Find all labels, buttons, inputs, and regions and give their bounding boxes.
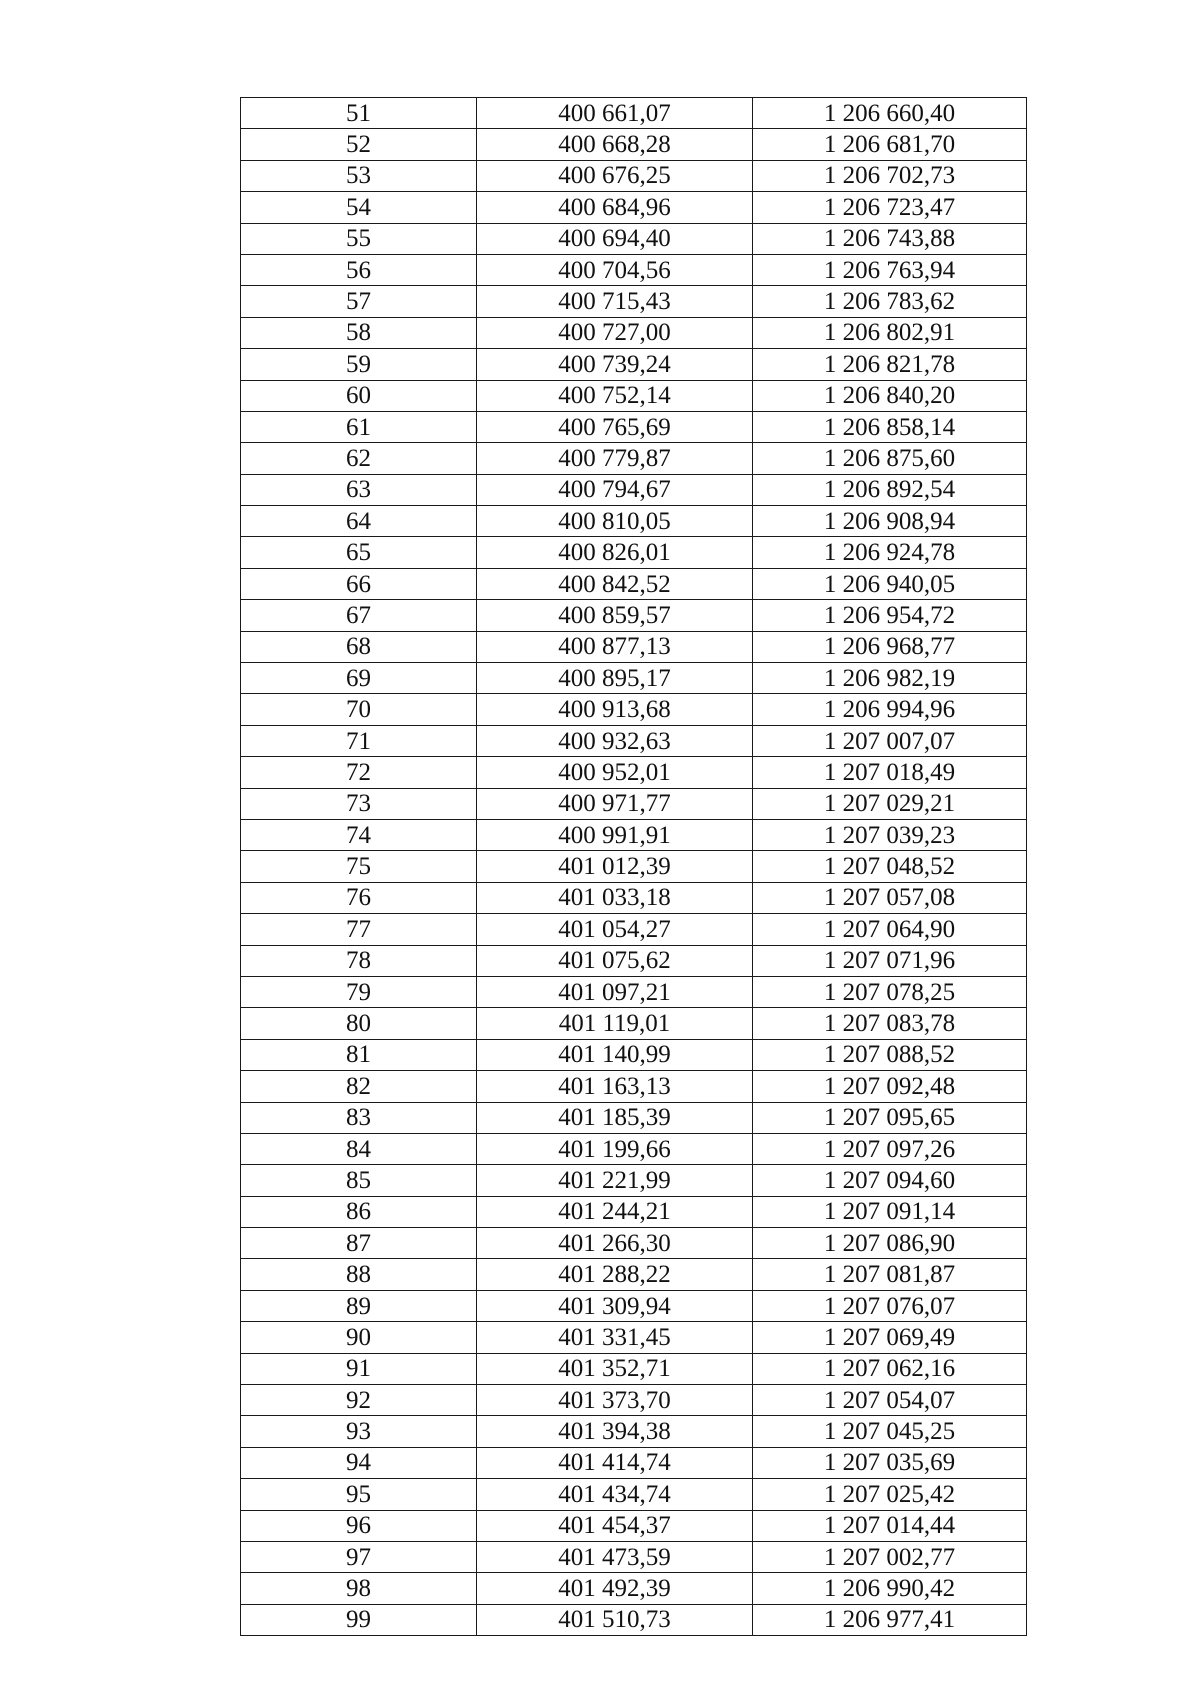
y-coordinate-cell: 1 207 057,08 <box>753 882 1027 913</box>
x-coordinate-cell: 401 140,99 <box>477 1039 753 1070</box>
table-row <box>241 1604 1027 1635</box>
point-number-cell: 53 <box>241 160 477 191</box>
y-coordinate-cell: 1 207 076,07 <box>753 1290 1027 1321</box>
point-number-cell: 77 <box>241 914 477 945</box>
table-row <box>241 1071 1027 1102</box>
point-number-cell: 96 <box>241 1510 477 1541</box>
x-coordinate-cell: 401 414,74 <box>477 1447 753 1478</box>
y-coordinate-cell: 1 206 802,91 <box>753 317 1027 348</box>
y-coordinate-cell: 1 206 954,72 <box>753 600 1027 631</box>
point-number-cell: 56 <box>241 254 477 285</box>
x-coordinate-cell: 401 097,21 <box>477 976 753 1007</box>
table-row <box>241 725 1027 756</box>
x-coordinate-cell: 401 163,13 <box>477 1071 753 1102</box>
y-coordinate-cell: 1 207 054,07 <box>753 1385 1027 1416</box>
y-coordinate-cell: 1 207 064,90 <box>753 914 1027 945</box>
point-number-cell: 52 <box>241 129 477 160</box>
x-coordinate-cell: 401 473,59 <box>477 1541 753 1572</box>
table-row <box>241 1322 1027 1353</box>
table-row <box>241 1039 1027 1070</box>
point-number-cell: 80 <box>241 1008 477 1039</box>
x-coordinate-cell: 401 199,66 <box>477 1133 753 1164</box>
table-row <box>241 945 1027 976</box>
point-number-cell: 90 <box>241 1322 477 1353</box>
table-row <box>241 1541 1027 1572</box>
point-number-cell: 74 <box>241 819 477 850</box>
y-coordinate-cell: 1 206 702,73 <box>753 160 1027 191</box>
x-coordinate-cell: 401 266,30 <box>477 1228 753 1259</box>
x-coordinate-cell: 400 895,17 <box>477 663 753 694</box>
x-coordinate-cell: 401 185,39 <box>477 1102 753 1133</box>
table-row <box>241 1196 1027 1227</box>
y-coordinate-cell: 1 206 994,96 <box>753 694 1027 725</box>
y-coordinate-cell: 1 207 062,16 <box>753 1353 1027 1384</box>
table-row <box>241 819 1027 850</box>
table-row <box>241 631 1027 662</box>
x-coordinate-cell: 400 826,01 <box>477 537 753 568</box>
table-row <box>241 443 1027 474</box>
x-coordinate-cell: 400 794,67 <box>477 474 753 505</box>
point-number-cell: 81 <box>241 1039 477 1070</box>
x-coordinate-cell: 401 434,74 <box>477 1479 753 1510</box>
table-row <box>241 568 1027 599</box>
y-coordinate-cell: 1 207 014,44 <box>753 1510 1027 1541</box>
x-coordinate-cell: 401 221,99 <box>477 1165 753 1196</box>
coordinates-table-body <box>241 98 1027 1636</box>
y-coordinate-cell: 1 206 908,94 <box>753 506 1027 537</box>
point-number-cell: 57 <box>241 286 477 317</box>
x-coordinate-cell: 400 932,63 <box>477 725 753 756</box>
y-coordinate-cell: 1 207 018,49 <box>753 757 1027 788</box>
y-coordinate-cell: 1 207 002,77 <box>753 1541 1027 1572</box>
table-row <box>241 254 1027 285</box>
x-coordinate-cell: 400 913,68 <box>477 694 753 725</box>
table-row <box>241 349 1027 380</box>
point-number-cell: 75 <box>241 851 477 882</box>
point-number-cell: 93 <box>241 1416 477 1447</box>
y-coordinate-cell: 1 206 660,40 <box>753 98 1027 129</box>
table-row <box>241 694 1027 725</box>
table-row <box>241 1228 1027 1259</box>
point-number-cell: 70 <box>241 694 477 725</box>
table-row <box>241 537 1027 568</box>
table-row <box>241 757 1027 788</box>
y-coordinate-cell: 1 206 821,78 <box>753 349 1027 380</box>
x-coordinate-cell: 401 373,70 <box>477 1385 753 1416</box>
y-coordinate-cell: 1 207 081,87 <box>753 1259 1027 1290</box>
point-number-cell: 58 <box>241 317 477 348</box>
point-number-cell: 60 <box>241 380 477 411</box>
table-row <box>241 976 1027 1007</box>
y-coordinate-cell: 1 207 095,65 <box>753 1102 1027 1133</box>
y-coordinate-cell: 1 207 039,23 <box>753 819 1027 850</box>
table-row <box>241 317 1027 348</box>
point-number-cell: 92 <box>241 1385 477 1416</box>
table-row <box>241 1416 1027 1447</box>
table-row <box>241 1133 1027 1164</box>
x-coordinate-cell: 400 765,69 <box>477 411 753 442</box>
y-coordinate-cell: 1 207 083,78 <box>753 1008 1027 1039</box>
x-coordinate-cell: 401 510,73 <box>477 1604 753 1635</box>
y-coordinate-cell: 1 206 840,20 <box>753 380 1027 411</box>
point-number-cell: 51 <box>241 98 477 129</box>
x-coordinate-cell: 401 454,37 <box>477 1510 753 1541</box>
table-row <box>241 788 1027 819</box>
point-number-cell: 86 <box>241 1196 477 1227</box>
y-coordinate-cell: 1 206 858,14 <box>753 411 1027 442</box>
point-number-cell: 99 <box>241 1604 477 1635</box>
table-row <box>241 223 1027 254</box>
table-row <box>241 882 1027 913</box>
table-row <box>241 1290 1027 1321</box>
point-number-cell: 89 <box>241 1290 477 1321</box>
x-coordinate-cell: 400 739,24 <box>477 349 753 380</box>
x-coordinate-cell: 401 033,18 <box>477 882 753 913</box>
x-coordinate-cell: 400 952,01 <box>477 757 753 788</box>
y-coordinate-cell: 1 207 025,42 <box>753 1479 1027 1510</box>
x-coordinate-cell: 401 309,94 <box>477 1290 753 1321</box>
table-row <box>241 286 1027 317</box>
table-row <box>241 160 1027 191</box>
point-number-cell: 78 <box>241 945 477 976</box>
y-coordinate-cell: 1 207 045,25 <box>753 1416 1027 1447</box>
y-coordinate-cell: 1 206 940,05 <box>753 568 1027 599</box>
y-coordinate-cell: 1 207 078,25 <box>753 976 1027 1007</box>
table-row <box>241 380 1027 411</box>
point-number-cell: 66 <box>241 568 477 599</box>
point-number-cell: 88 <box>241 1259 477 1290</box>
x-coordinate-cell: 401 492,39 <box>477 1573 753 1604</box>
x-coordinate-cell: 400 810,05 <box>477 506 753 537</box>
y-coordinate-cell: 1 206 681,70 <box>753 129 1027 160</box>
point-number-cell: 76 <box>241 882 477 913</box>
point-number-cell: 65 <box>241 537 477 568</box>
x-coordinate-cell: 400 752,14 <box>477 380 753 411</box>
point-number-cell: 61 <box>241 411 477 442</box>
x-coordinate-cell: 400 668,28 <box>477 129 753 160</box>
point-number-cell: 82 <box>241 1071 477 1102</box>
point-number-cell: 73 <box>241 788 477 819</box>
table-row <box>241 506 1027 537</box>
y-coordinate-cell: 1 207 007,07 <box>753 725 1027 756</box>
y-coordinate-cell: 1 207 091,14 <box>753 1196 1027 1227</box>
x-coordinate-cell: 401 075,62 <box>477 945 753 976</box>
y-coordinate-cell: 1 206 875,60 <box>753 443 1027 474</box>
x-coordinate-cell: 400 715,43 <box>477 286 753 317</box>
table-row <box>241 1573 1027 1604</box>
y-coordinate-cell: 1 206 743,88 <box>753 223 1027 254</box>
table-row <box>241 1102 1027 1133</box>
y-coordinate-cell: 1 207 086,90 <box>753 1228 1027 1259</box>
point-number-cell: 64 <box>241 506 477 537</box>
x-coordinate-cell: 401 054,27 <box>477 914 753 945</box>
point-number-cell: 68 <box>241 631 477 662</box>
table-row <box>241 663 1027 694</box>
x-coordinate-cell: 400 971,77 <box>477 788 753 819</box>
point-number-cell: 71 <box>241 725 477 756</box>
y-coordinate-cell: 1 207 097,26 <box>753 1133 1027 1164</box>
x-coordinate-cell: 400 991,91 <box>477 819 753 850</box>
y-coordinate-cell: 1 207 048,52 <box>753 851 1027 882</box>
table-row <box>241 1259 1027 1290</box>
table-row <box>241 474 1027 505</box>
y-coordinate-cell: 1 207 069,49 <box>753 1322 1027 1353</box>
y-coordinate-cell: 1 206 783,62 <box>753 286 1027 317</box>
y-coordinate-cell: 1 206 990,42 <box>753 1573 1027 1604</box>
point-number-cell: 54 <box>241 192 477 223</box>
table-row <box>241 1385 1027 1416</box>
point-number-cell: 97 <box>241 1541 477 1572</box>
x-coordinate-cell: 400 676,25 <box>477 160 753 191</box>
y-coordinate-cell: 1 207 029,21 <box>753 788 1027 819</box>
table-row <box>241 914 1027 945</box>
coordinates-table <box>240 97 1027 1636</box>
point-number-cell: 87 <box>241 1228 477 1259</box>
x-coordinate-cell: 401 394,38 <box>477 1416 753 1447</box>
point-number-cell: 55 <box>241 223 477 254</box>
x-coordinate-cell: 401 119,01 <box>477 1008 753 1039</box>
x-coordinate-cell: 401 352,71 <box>477 1353 753 1384</box>
table-row <box>241 411 1027 442</box>
y-coordinate-cell: 1 206 982,19 <box>753 663 1027 694</box>
point-number-cell: 79 <box>241 976 477 1007</box>
table-row <box>241 129 1027 160</box>
y-coordinate-cell: 1 206 763,94 <box>753 254 1027 285</box>
point-number-cell: 95 <box>241 1479 477 1510</box>
point-number-cell: 84 <box>241 1133 477 1164</box>
point-number-cell: 69 <box>241 663 477 694</box>
table-row <box>241 98 1027 129</box>
y-coordinate-cell: 1 207 094,60 <box>753 1165 1027 1196</box>
x-coordinate-cell: 400 694,40 <box>477 223 753 254</box>
y-coordinate-cell: 1 207 071,96 <box>753 945 1027 976</box>
table-row <box>241 600 1027 631</box>
x-coordinate-cell: 400 684,96 <box>477 192 753 223</box>
x-coordinate-cell: 401 244,21 <box>477 1196 753 1227</box>
table-row <box>241 1353 1027 1384</box>
point-number-cell: 62 <box>241 443 477 474</box>
point-number-cell: 72 <box>241 757 477 788</box>
y-coordinate-cell: 1 206 892,54 <box>753 474 1027 505</box>
x-coordinate-cell: 400 877,13 <box>477 631 753 662</box>
table-row <box>241 851 1027 882</box>
x-coordinate-cell: 401 012,39 <box>477 851 753 882</box>
point-number-cell: 94 <box>241 1447 477 1478</box>
x-coordinate-cell: 400 661,07 <box>477 98 753 129</box>
x-coordinate-cell: 400 727,00 <box>477 317 753 348</box>
table-row <box>241 1447 1027 1478</box>
y-coordinate-cell: 1 207 088,52 <box>753 1039 1027 1070</box>
table-row <box>241 1510 1027 1541</box>
table-row <box>241 192 1027 223</box>
point-number-cell: 83 <box>241 1102 477 1133</box>
y-coordinate-cell: 1 207 035,69 <box>753 1447 1027 1478</box>
point-number-cell: 63 <box>241 474 477 505</box>
point-number-cell: 85 <box>241 1165 477 1196</box>
y-coordinate-cell: 1 206 968,77 <box>753 631 1027 662</box>
point-number-cell: 98 <box>241 1573 477 1604</box>
x-coordinate-cell: 400 779,87 <box>477 443 753 474</box>
x-coordinate-cell: 401 331,45 <box>477 1322 753 1353</box>
table-row <box>241 1008 1027 1039</box>
x-coordinate-cell: 400 704,56 <box>477 254 753 285</box>
y-coordinate-cell: 1 207 092,48 <box>753 1071 1027 1102</box>
y-coordinate-cell: 1 206 977,41 <box>753 1604 1027 1635</box>
table-row <box>241 1165 1027 1196</box>
y-coordinate-cell: 1 206 924,78 <box>753 537 1027 568</box>
table-row <box>241 1479 1027 1510</box>
x-coordinate-cell: 401 288,22 <box>477 1259 753 1290</box>
x-coordinate-cell: 400 842,52 <box>477 568 753 599</box>
point-number-cell: 59 <box>241 349 477 380</box>
point-number-cell: 91 <box>241 1353 477 1384</box>
point-number-cell: 67 <box>241 600 477 631</box>
y-coordinate-cell: 1 206 723,47 <box>753 192 1027 223</box>
x-coordinate-cell: 400 859,57 <box>477 600 753 631</box>
